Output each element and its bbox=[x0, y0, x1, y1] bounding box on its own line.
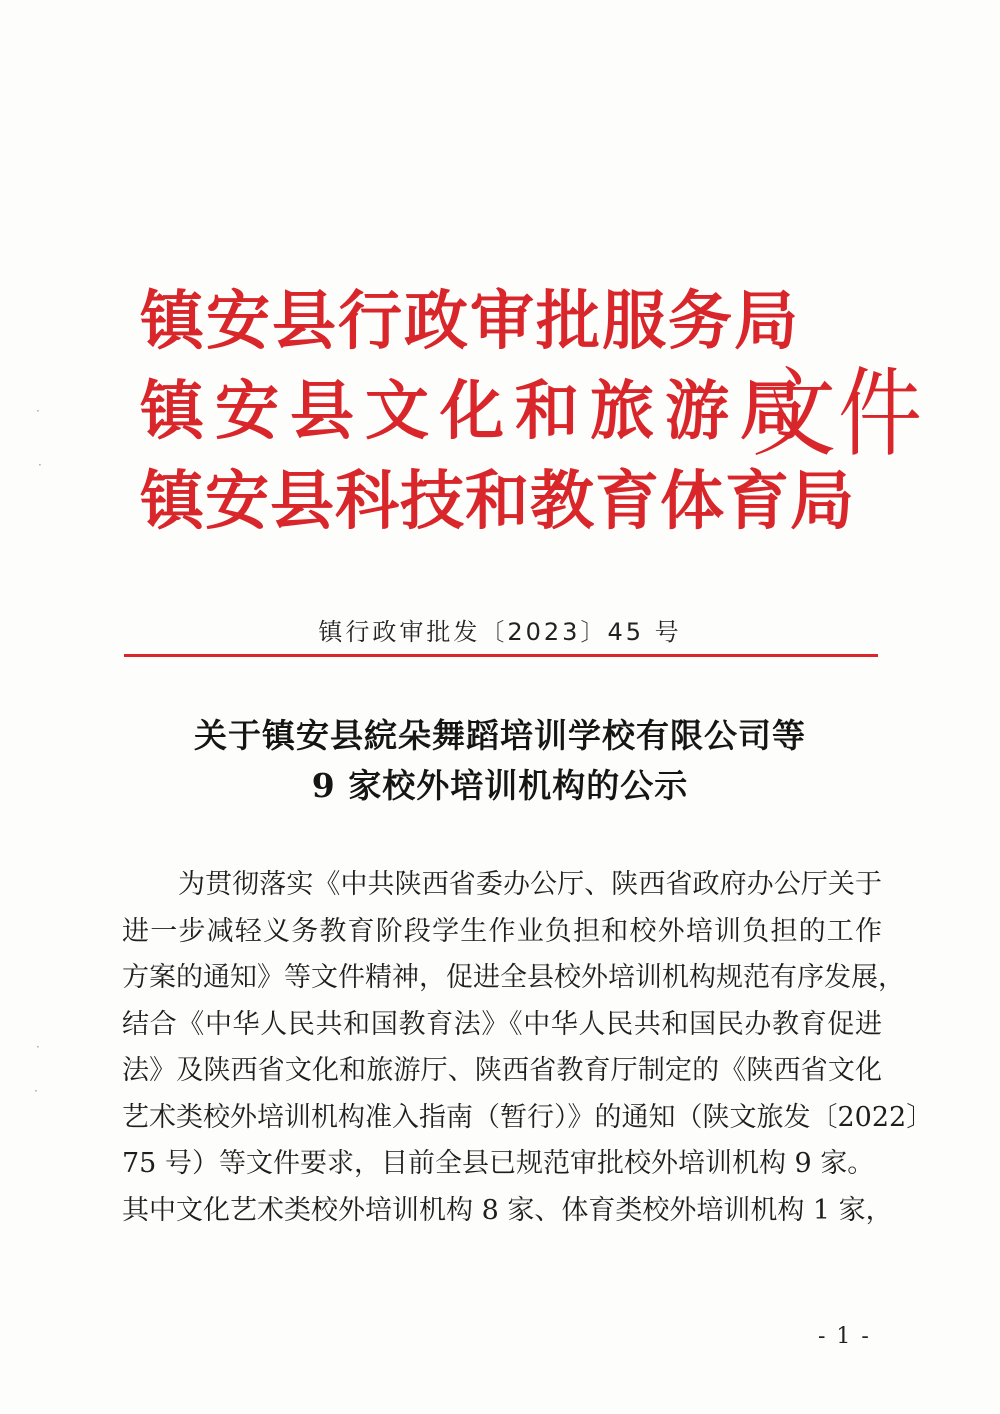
body-line: 进一步减轻义务教育阶段学生作业负担和校外培训负担的工作 bbox=[122, 915, 882, 947]
document-word: 文件 bbox=[752, 357, 925, 470]
page-number: - 1 - bbox=[818, 1324, 871, 1349]
agency-name-1: 镇安县行政审批服务局 bbox=[140, 284, 800, 359]
body-line: 结合《中华人民共和国教育法》《中华人民共和国民办教育促进 bbox=[122, 1008, 882, 1040]
scan-speck: · bbox=[36, 1040, 40, 1054]
agency-name-2: 镇安县文化和旅游局 bbox=[140, 374, 815, 449]
document-title-line-2: 9 家校外培训机构的公示 bbox=[311, 766, 689, 805]
document-number: 镇行政审批发〔2023〕45 号 bbox=[318, 618, 682, 646]
scan-speck: · bbox=[38, 458, 42, 472]
document-title-line-1: 关于镇安县綄朵舞蹈培训学校有限公司等 bbox=[194, 716, 806, 755]
agency-name-3: 镇安县科技和教育体育局 bbox=[140, 464, 855, 539]
body-line: 方案的通知》等文件精神，促进全县校外培训机构规范有序发展， bbox=[122, 962, 905, 993]
red-letterhead bbox=[140, 270, 925, 570]
body-line: 法》及陕西省文化和旅游厅、陕西省教育厅制定的《陕西省文化 bbox=[122, 1055, 882, 1086]
body-paragraph bbox=[122, 862, 934, 1234]
body-line: 艺术类校外培训机构准入指南（暂行）》的通知（陕文旅发〔2022〕 bbox=[122, 1101, 934, 1133]
red-divider-line bbox=[124, 654, 878, 657]
body-line: 75 号）等文件要求，目前全县已规范审批校外培训机构 9 家。 bbox=[122, 1148, 875, 1179]
scan-speck: · bbox=[34, 1084, 38, 1098]
body-line: 其中文化艺术类校外培训机构 8 家、体育类校外培训机构 1 家， bbox=[122, 1194, 893, 1226]
body-line: 为贯彻落实《中共陕西省委办公厅、陕西省政府办公厅关于 bbox=[178, 869, 882, 900]
scan-speck: · bbox=[36, 404, 40, 418]
